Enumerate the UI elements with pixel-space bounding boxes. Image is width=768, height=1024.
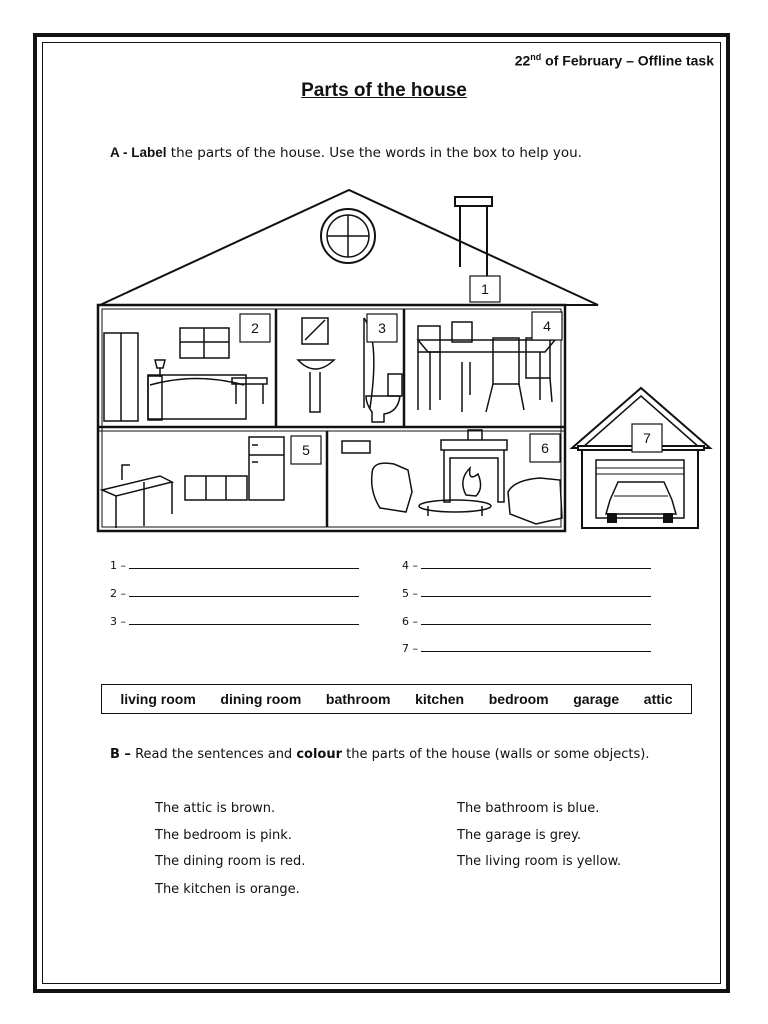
garage xyxy=(572,388,710,528)
section-a-instruction: A - Label the parts of the house. Use the words in the box to help you. xyxy=(110,145,582,161)
label-number-1: 1 xyxy=(481,281,489,297)
sentence-attic: The attic is brown. xyxy=(155,801,276,816)
page-title: Parts of the house xyxy=(301,80,467,101)
word-living-room: living room xyxy=(120,691,196,707)
label-number-6: 6 xyxy=(541,440,549,456)
sentence-dining-room: The dining room is red. xyxy=(155,854,306,869)
answer-line-6[interactable]: 6 – xyxy=(402,614,651,628)
answer-line-2[interactable]: 2 – xyxy=(110,586,359,600)
label-number-4: 4 xyxy=(543,318,551,334)
label-number-5: 5 xyxy=(302,442,310,458)
sentence-living-room: The living room is yellow. xyxy=(457,854,622,869)
label-number-2: 2 xyxy=(251,320,259,336)
sentence-kitchen: The kitchen is orange. xyxy=(155,882,300,897)
label-number-3: 3 xyxy=(378,320,386,336)
word-attic: attic xyxy=(643,691,673,707)
word-bedroom: bedroom xyxy=(488,691,549,707)
word-garage: garage xyxy=(573,691,620,707)
section-b-instruction: B – Read the sentences and colour the parts of the house (walls or some objects). xyxy=(110,747,650,762)
answer-line-5[interactable]: 5 – xyxy=(402,586,651,600)
answer-line-1[interactable]: 1 – xyxy=(110,558,359,572)
answer-line-3[interactable]: 3 – xyxy=(110,614,359,628)
label-number-7: 7 xyxy=(643,430,651,446)
living-room-furniture xyxy=(342,430,562,524)
word-box xyxy=(101,684,692,714)
sentence-bathroom: The bathroom is blue. xyxy=(457,801,600,816)
kitchen-furniture xyxy=(102,437,284,528)
word-dining-room: dining room xyxy=(220,691,302,707)
answer-line-4[interactable]: 4 – xyxy=(402,558,651,572)
sentence-bedroom: The bedroom is pink. xyxy=(155,828,292,843)
word-kitchen: kitchen xyxy=(415,691,465,707)
word-bathroom: bathroom xyxy=(325,691,391,707)
date-header: 22nd of February – Offline task xyxy=(514,52,714,69)
sentence-garage: The garage is grey. xyxy=(457,828,582,843)
answer-line-7[interactable]: 7 – xyxy=(402,641,651,655)
